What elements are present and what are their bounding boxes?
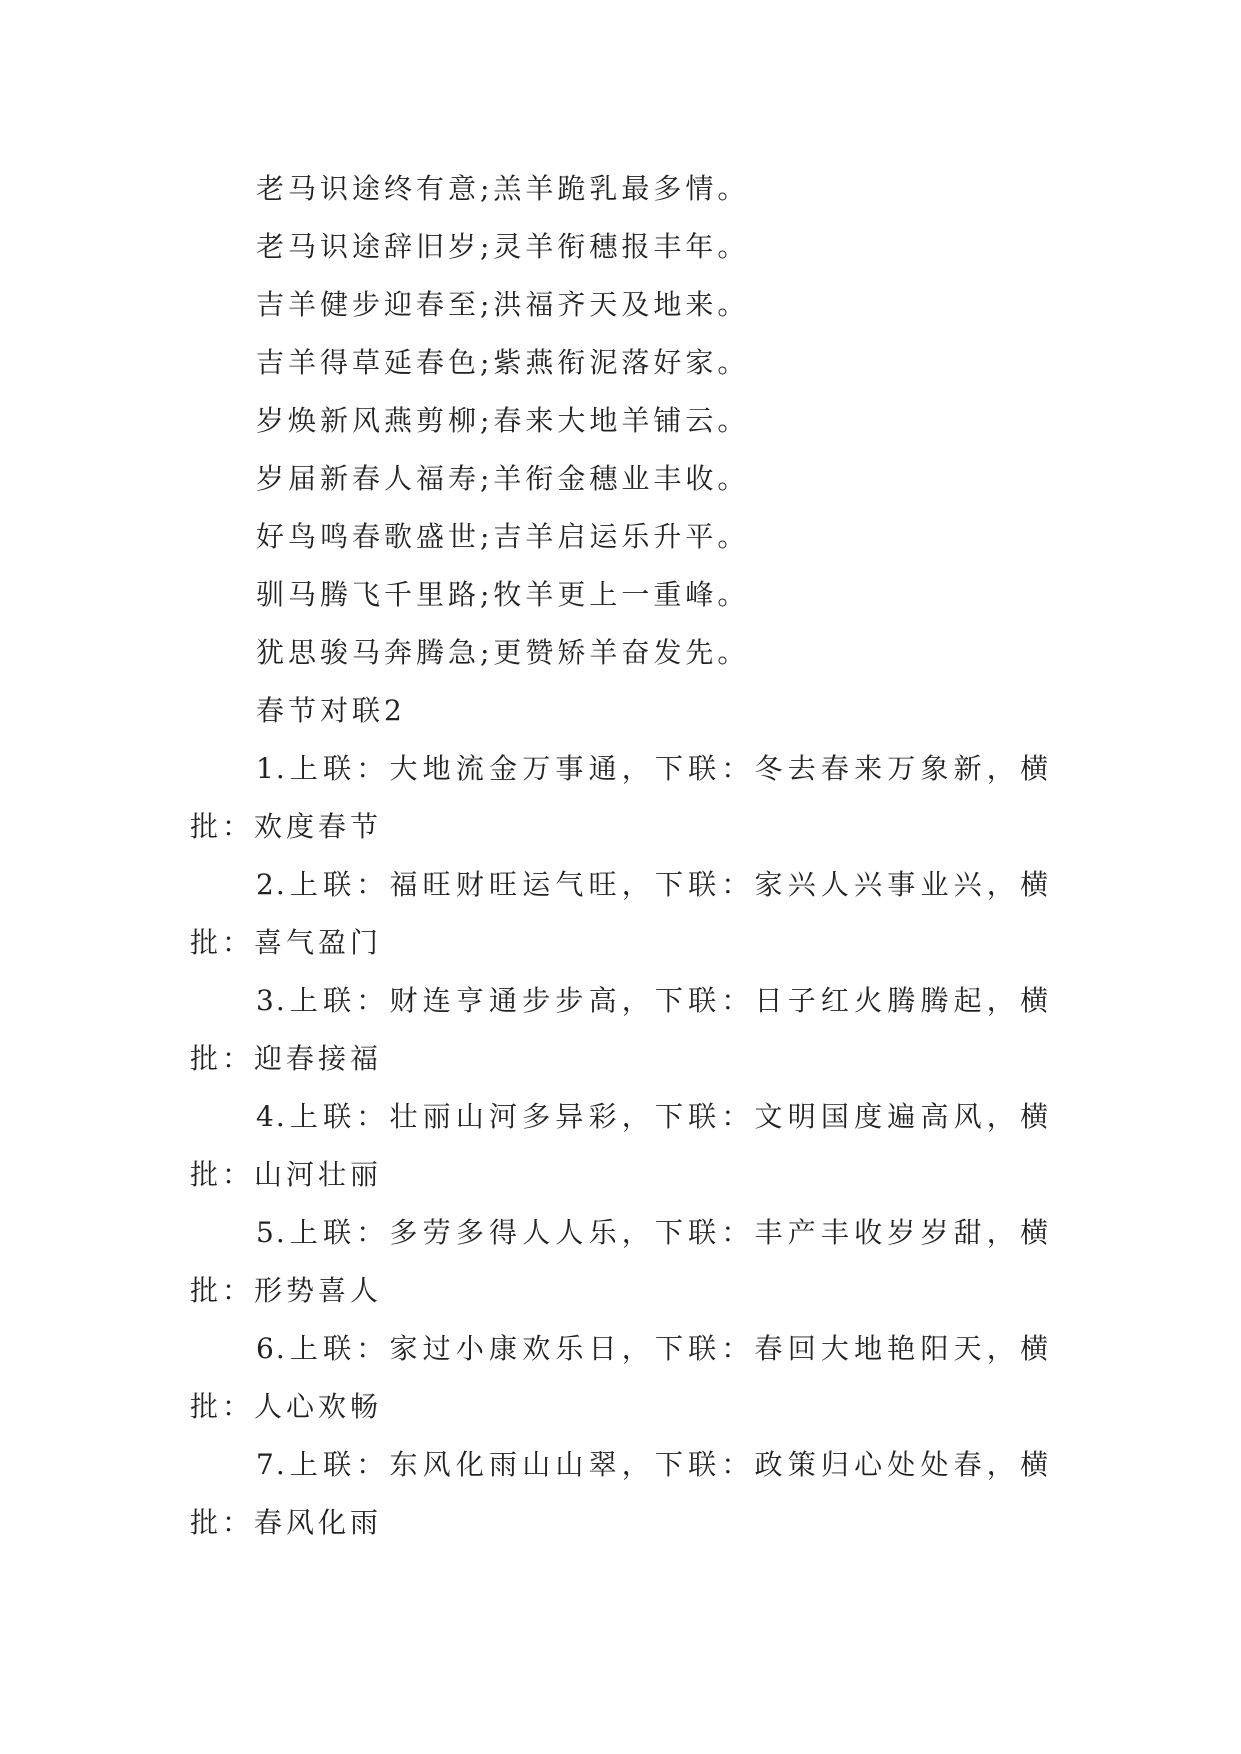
numbered-couplet-first-line: 4.上联：壮丽山河多异彩，下联：文明国度遍高风，横 [256, 1100, 1050, 1133]
document-body [190, 160, 1050, 1552]
numbered-couplet-first-line: 2.上联：福旺财旺运气旺，下联：家兴人兴事业兴，横 [256, 868, 1050, 901]
couplet-line: 吉羊得草延春色;紫燕衔泥落好家。 [256, 346, 750, 379]
numbered-couplet-first-line: 1.上联：大地流金万事通，下联：冬去春来万象新，横 [256, 752, 1050, 785]
numbered-couplet-first-line: 7.上联：东风化雨山山翠，下联：政策归心处处春，横 [256, 1448, 1050, 1481]
couplet-line: 犹思骏马奔腾急;更赞矫羊奋发先。 [256, 636, 750, 669]
numbered-couplet-second-line: 批：欢度春节 [190, 810, 383, 843]
couplet-line: 好鸟鸣春歌盛世;吉羊启运乐升平。 [256, 520, 750, 553]
numbered-couplet-second-line: 批：春风化雨 [190, 1506, 383, 1539]
numbered-couplet-second-line: 批：人心欢畅 [190, 1390, 383, 1423]
couplet-line: 老马识途辞旧岁;灵羊衔穗报丰年。 [256, 230, 750, 263]
numbered-couplet-first-line: 6.上联：家过小康欢乐日，下联：春回大地艳阳天，横 [256, 1332, 1050, 1365]
numbered-couplet-second-line: 批：喜气盈门 [190, 926, 383, 959]
section-title: 春节对联2 [256, 694, 406, 727]
numbered-couplet-first-line: 5.上联：多劳多得人人乐，下联：丰产丰收岁岁甜，横 [256, 1216, 1050, 1249]
couplet-line: 吉羊健步迎春至;洪福齐天及地来。 [256, 288, 750, 321]
couplet-line: 岁焕新风燕剪柳;春来大地羊铺云。 [256, 404, 750, 437]
numbered-couplet-second-line: 批：形势喜人 [190, 1274, 383, 1307]
couplet-line: 驯马腾飞千里路;牧羊更上一重峰。 [256, 578, 750, 611]
numbered-couplet-second-line: 批：迎春接福 [190, 1042, 383, 1075]
couplet-line: 岁届新春人福寿;羊衔金穗业丰收。 [256, 462, 750, 495]
numbered-couplet-first-line: 3.上联：财连亨通步步高，下联：日子红火腾腾起，横 [256, 984, 1050, 1017]
numbered-couplet-second-line: 批：山河壮丽 [190, 1158, 383, 1191]
couplet-line: 老马识途终有意;羔羊跪乳最多情。 [256, 172, 750, 205]
